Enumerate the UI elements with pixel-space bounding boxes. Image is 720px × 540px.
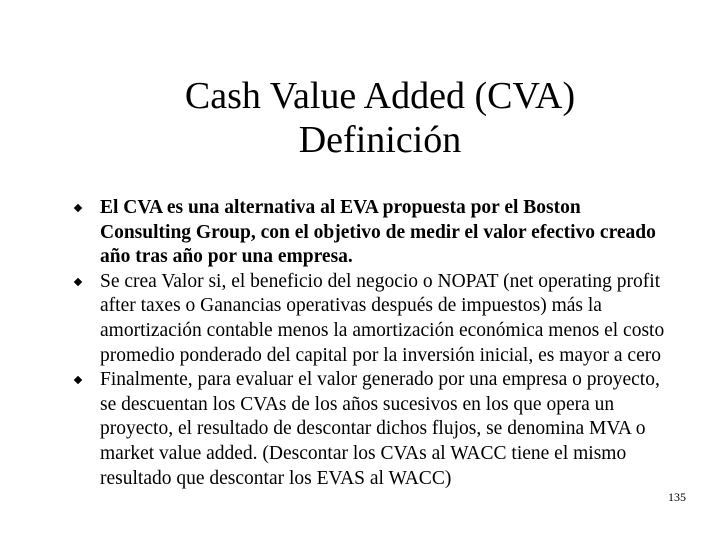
diamond-bullet-icon [74,376,82,384]
slide-title-line-1: Cash Value Added (CVA) [184,75,576,117]
bullet-item-mva [72,368,672,491]
bullet-text: Finalmente, para evaluar el valor generado por una empresa o proyecto, se descuentan los CVAs de los años sucesivos en los que opera un proyecto, el resultado de descontar dichos flujos, se denomina MVA o market value added. (Descontar los CVAs al WACC tiene el mismo resultado que descontar los EVAS al WACC) [100,369,660,489]
bullet-item-value-creation [72,270,672,368]
slide-title-line-2: Definición [298,119,462,161]
slide-title [60,74,700,162]
bullet-list [72,196,672,491]
page-number: 135 [668,490,686,504]
bullet-text: Se crea Valor si, el beneficio del negocio o NOPAT (net operating profit after taxes o Ganancias operativas después de impuestos) más la amortización contable menos la amortización económica menos el costo promedio ponderado del capital por la inversión inicial, es mayor a cero [100,270,665,366]
diamond-bullet-icon [74,278,82,286]
bullet-text: El CVA es una alternativa al EVA propuesta por el Boston Consulting Group, con el objetivo de medir el valor efectivo creado año tras año por una empresa. [100,197,656,268]
bullet-item-cva-definition [72,196,672,270]
diamond-bullet-icon [74,204,82,212]
